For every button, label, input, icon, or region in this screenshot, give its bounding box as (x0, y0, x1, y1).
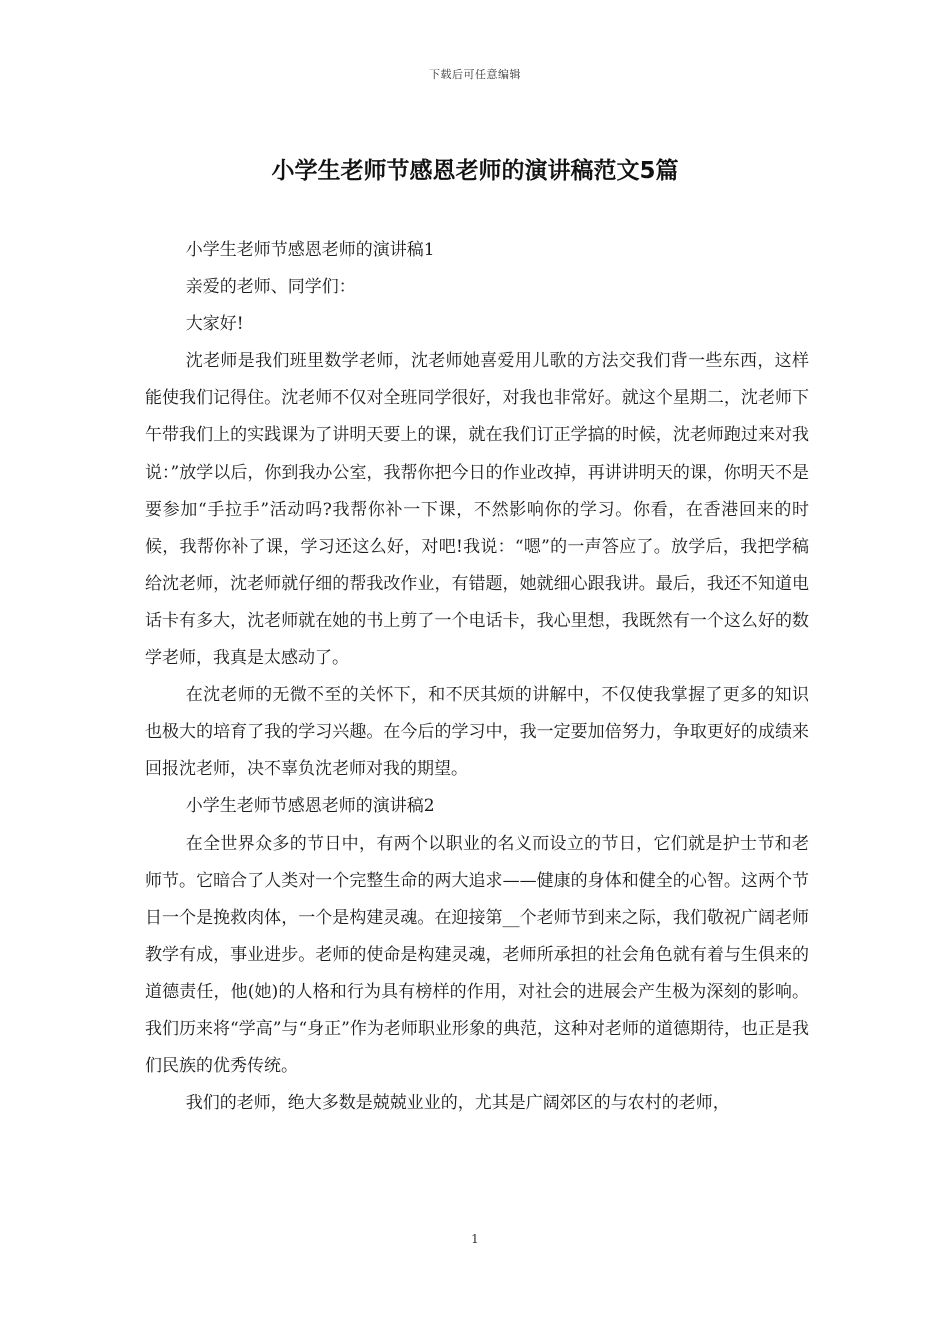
paragraph: 在全世界众多的节日中，有两个以职业的名义而设立的节日，它们就是护士节和老师节。它暗合了人类对一个完整生命的两大追求——健康的身体和健全的心智。这两个节日一个是挽救肉体，一个是构建灵魂。在迎接第__个老师节到来之际，我们敬祝广阔老师教学有成，事业进步。老师的使命是构建灵魂，老师所承担的社会角色就有着与生俱来的道德责任，他(她)的人格和行为具有榜样的作用，对社会的进展会产生极为深刻的影响。我们历来将“学高”与“身正”作为老师职业形象的典范，这种对老师的道德期待，也正是我们民族的优秀传统。 (145, 833, 809, 1077)
section-heading-2: 小学生老师节感恩老师的演讲稿2 (185, 796, 435, 817)
greeting: 大家好! (185, 314, 244, 335)
section-heading-1: 小学生老师节感恩老师的演讲稿1 (185, 240, 435, 260)
document-body (145, 232, 809, 1122)
page-number: 1 (471, 1232, 479, 1246)
document-title: 小学生老师节感恩老师的演讲稿范文5篇 (271, 158, 679, 184)
header-note: 下载后可任意编辑 (429, 68, 521, 81)
paragraph: 沈老师是我们班里数学老师，沈老师她喜爱用儿歌的方法交我们背一些东西，这样能使我们记得住。沈老师不仅对全班同学很好，对我也非常好。就这个星期二，沈老师下午带我们上的实践课为了讲明天要上的课，就在我们订正学搞的时候，沈老师跑过来对我说：”放学以后，你到我办公室，我帮你把今日的作业改掉，再讲讲明天的课，你明天不是要参加“手拉手”活动吗?我帮你补一下课，不然影响你的学习。你看，在香港回来的时候，我帮你补了课，学习还这么好，对吧!我说：“嗯”的一声答应了。放学后，我把学稿给沈老师，沈老师就仔细的帮我改作业，有错题，她就细心跟我讲。最后，我还不知道电话卡有多大，沈老师就在她的书上剪了一个电话卡，我心里想，我既然有一个这么好的数学老师，我真是太感动了。 (145, 351, 809, 669)
salutation: 亲爱的老师、同学们： (185, 277, 356, 298)
paragraph: 我们的老师，绝大多数是兢兢业业的，尤其是广阔郊区的与农村的老师， (185, 1093, 730, 1114)
paragraph: 在沈老师的无微不至的关怀下，和不厌其烦的讲解中，不仅使我掌握了更多的知识也极大的培育了我的学习兴趣。在今后的学习中，我一定要加倍努力，争取更好的成绩来回报沈老师，决不辜负沈老师对我的期望。 (145, 685, 809, 780)
